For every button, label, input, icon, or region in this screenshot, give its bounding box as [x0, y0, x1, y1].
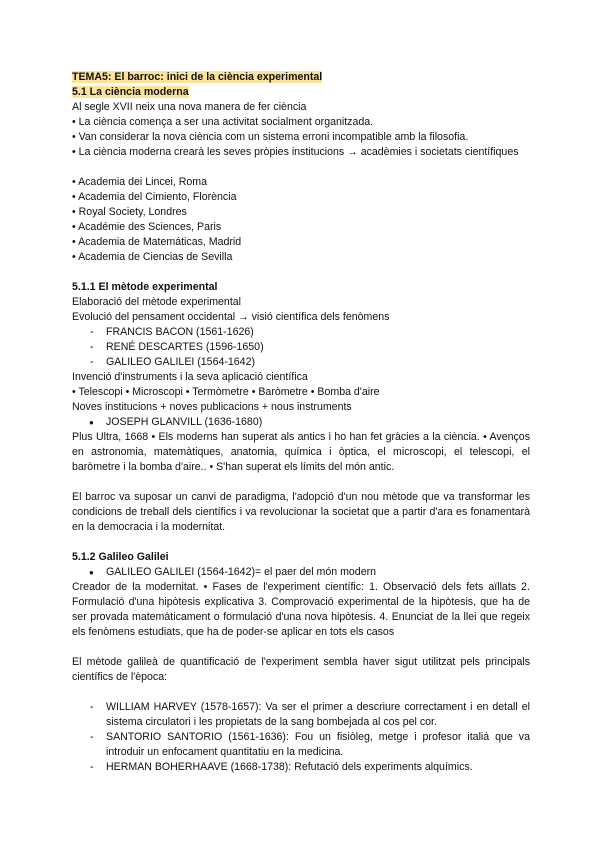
section-heading-5-1-2: 5.1.2 Galileo Galilei: [72, 551, 169, 563]
text-line: Noves institucions + noves publicacions + nous instruments: [72, 401, 352, 413]
list-item: - HERMAN BOHERHAAVE (1668-1738): Refutació dels experiments alquímics.: [72, 760, 530, 775]
creator-paragraph: Creador de la modernitat. • Fases de l'experiment científic: 1. Observació dels fets aïllats 2. Formulació d'una hipòtesis explicativa 3. Comprovació experimental de la hipòtesis, que ha de ser provada matemàticament o formulació d'una nova hipòtesis. 4. Enunciat de la llei que regeix els fenòmens estudiats, que ha de poder-se aplicar en tots els casos: [72, 581, 530, 638]
academy-item: • Academia del Cimiento, Florència: [72, 191, 237, 203]
list-item: ● JOSEPH GLANVILL (1636-1680): [72, 415, 530, 430]
academy-item: • Academia de Ciencias de Sevilla: [72, 251, 233, 263]
authors-list: [72, 325, 530, 370]
list-item: - WILLIAM HARVEY (1578-1657): Va ser el primer a descriure correctament i en detall el sistema circulatori i les propietats de la sang bombejada al cos pel cor.: [72, 700, 530, 730]
glanvill-list: [72, 415, 530, 430]
list-item: ● GALILEO GALILEI (1564-1642)= el paer del món modern: [72, 565, 530, 580]
list-item: - SANTORIO SANTORIO (1561-1636): Fou un fisiòleg, metge i profesor italiá que va introduir un enfocament quantitatiu en la medicina.: [72, 730, 530, 760]
galileo-list: [72, 565, 530, 580]
academy-item: • Academia de Matemáticas, Madrid: [72, 236, 242, 248]
bullet-line: • La ciència moderna crearà les seves pròpies institucions → acadèmies i societats científiques: [72, 146, 519, 158]
bullet-line: • Van considerar la nova ciència com un sistema erroni incompatible amb la filosofia.: [72, 131, 469, 143]
bullet-line: • La ciència comença a ser una activitat socialment organitzada.: [72, 116, 374, 128]
text-line: Elaboració del mètode experimental: [72, 296, 242, 308]
document-content: [72, 70, 530, 775]
conclusion-paragraph: El barroc va suposar un canvi de paradigma, l'adopció d'un nou mètode que va transformar les condicions de treball dels científics i va revolucionar la societat que a partir d'ara es fonamentarà en la democracia i la modernitat.: [72, 491, 530, 533]
list-item: - FRANCIS BACON (1561-1626): [72, 325, 530, 340]
academy-item: • Academia dei Lincei, Roma: [72, 176, 208, 188]
plus-ultra-paragraph: Plus Ultra, 1668 • Els moderns han superat als antics i ho han fet gràcies a la ciència. • Avenços en astronomia, matemàtiques, anatomia, química i òptica, el microscopi, el telescopi, el baròmetre i la bomba d'aire.. • S'han superat els límits del món antic.: [72, 431, 530, 473]
text-line: Invenció d'instruments i la seva aplicació científica: [72, 371, 308, 383]
method-paragraph: El mètode galileà de quantificació de l'experiment sembla haver sigut utilitzat pels principals científics de l'època:: [72, 656, 530, 683]
section-heading-5-1: 5.1 La ciència moderna: [72, 86, 189, 98]
text-line: • Telescopi • Microscopi • Termòmetre • Baròmetre • Bomba d'aire: [72, 386, 380, 398]
list-item: - GALILEO GALILEI (1564-1642): [72, 355, 530, 370]
scientists-list: [72, 700, 530, 775]
section-heading-5-1-1: 5.1.1 El mètode experimental: [72, 281, 218, 293]
section-intro: Al segle XVII neix una nova manera de fer ciència: [72, 101, 307, 113]
text-line: Evolució del pensament occidental → visió científica dels fenòmens: [72, 311, 390, 323]
academy-item: • Royal Society, Londres: [72, 206, 187, 218]
academy-item: • Académie des Sciences, Paris: [72, 221, 222, 233]
list-item: - RENÉ DESCARTES (1596-1650): [72, 340, 530, 355]
document-title: TEMA5: El barroc: inici de la ciència experimental: [72, 71, 323, 83]
